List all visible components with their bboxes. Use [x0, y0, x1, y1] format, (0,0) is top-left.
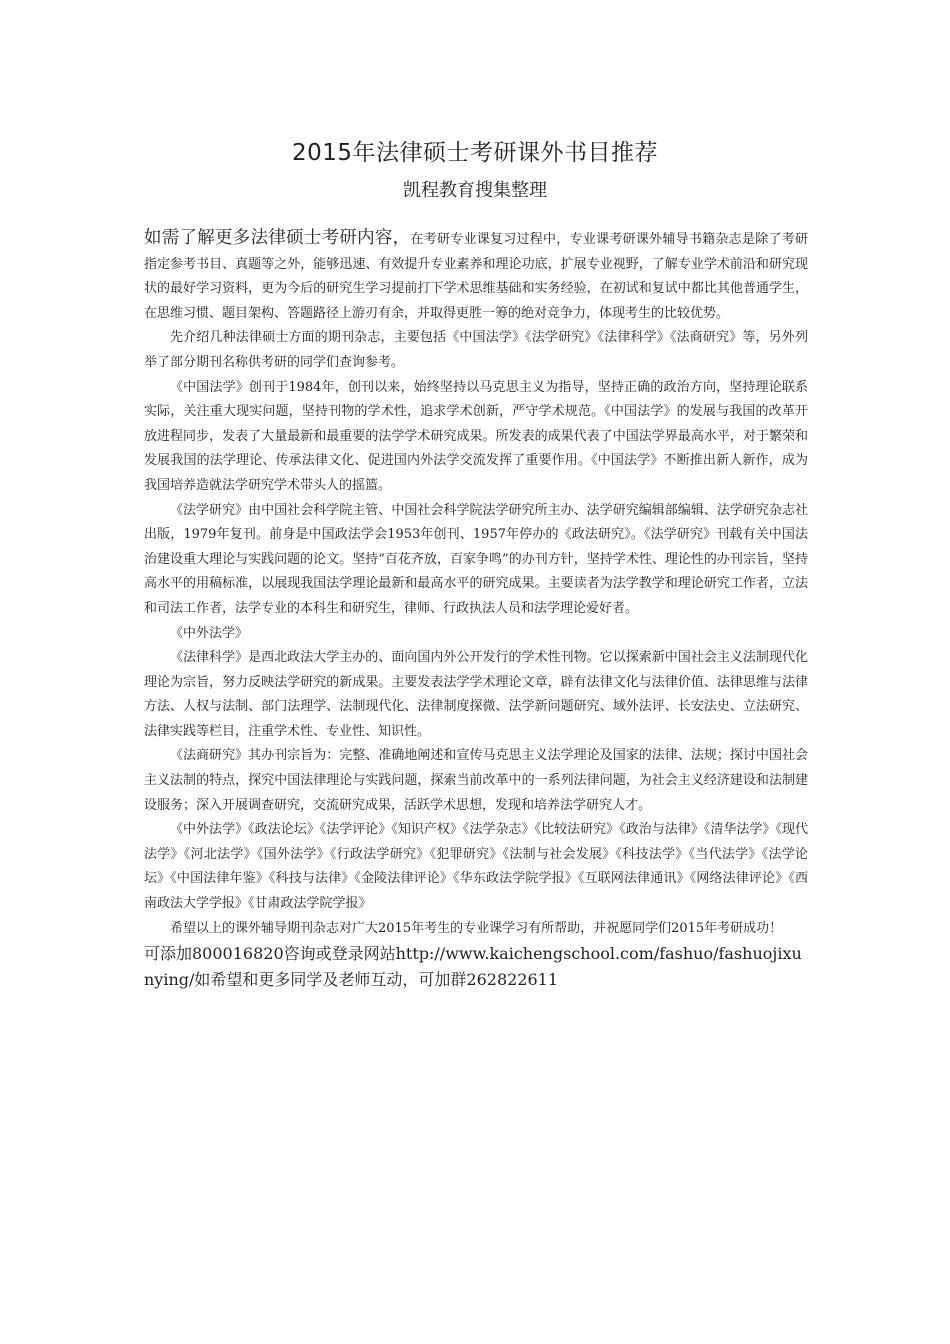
- paragraph-faxue-yanjiu: 《法学研究》由中国社会科学院主管、中国社会科学院法学研究所主办、法学研究编辑部编辑、法学研究杂志社出版，1979年复刊。前身是中国政法学会1953年创刊、1957年停办的《政法研究》。《法学研究》刊载有关中国法治建设重大理论与实践问题的论文。坚持“百花齐放，百家争鸣”的办刊方针，坚持学术性、理论性的办刊宗旨，坚持高水平的用稿标准，以展现我国法学理论最新和最高水平的研究成果。主要读者为法学教学和理论研究工作者，立法和司法工作者，法学专业的本科生和研究生，律师、行政执法人员和法学理论爱好者。: [144, 502, 808, 616]
- intro-paragraph: [144, 226, 808, 326]
- paragraph-zhongguo-faxue: 《中国法学》创刊于1984年，创刊以来，始终坚持以马克思主义为指导，坚持正确的政治方向，坚持理论联系实际，关注重大现实问题，坚持刊物的学术性，追求学术创新，严守学术规范。《中国法学》的发展与我国的改革开放进程同步，发表了大量最新和最重要的法学学术研究成果。所发表的成果代表了中国法学界最高水平，对于繁荣和发展我国的法学理论、传承法律文化、促进国内外法学交流发挥了重要作用。《中国法学》不断推出新人新作，成为我国培养造就法学研究学术带头人的摇篮。: [144, 379, 808, 493]
- paragraph-fashang-yanjiu: 《法商研究》其办刊宗旨为：完整、准确地阐述和宣传马克思主义法学理论及国家的法律、法规；探讨中国社会主义法制的特点，探究中国法律理论与实践问题，探索当前改革中的一系列法律问题，为社会主义经济建设和法制建设服务；深入开展调查研究，交流研究成果，活跃学术思想，发现和培养法学研究人才。: [144, 748, 808, 813]
- page-title: 2015年法律硕士考研课外书目推荐: [291, 140, 659, 166]
- paragraph-journals-overview: 先介绍几种法律硕士方面的期刊杂志，主要包括《中国法学》《法学研究》《法律科学》《法商研究》等，另外列举了部分期刊名称供考研的同学们查询参考。: [144, 330, 808, 370]
- page-subtitle: 凯程教育搜集整理: [403, 180, 547, 201]
- intro-text: 在考研专业课复习过程中，专业课考研课外辅导书籍杂志是除了考研指定参考书目、真题等之外，能够迅速、有效提升专业素养和理论功底，扩展专业视野，了解专业学术前沿和研究现状的最好学习资料，更为今后的研究生学习提前打下学术思维基础和实务经验，在初试和复试中都比其他普通学生，在思维习惯、题目架构、答题路径上游刃有余，并取得更胜一筹的绝对竞争力，体现考生的比较优势。: [144, 232, 808, 321]
- intro-lead: 如需了解更多法律硕士考研内容，: [144, 228, 411, 248]
- article-body: [144, 226, 808, 993]
- paragraph-journal-list: 《中外法学》《政法论坛》《法学评论》《知识产权》《法学杂志》《比较法研究》《政治与法律》《清华法学》《现代法学》《河北法学》《国外法学》《行政法学研究》《犯罪研究》《法制与社会发展》《科技法学》《当代法学》《法学论坛》《中国法律年鉴》《科技与法律》《金陵法律评论》《华东政法学院学报》《互联网法律通讯》《网络法律评论》《西南政法大学学报》《甘肃政法学院学报》: [144, 822, 808, 912]
- paragraph-closing: 希望以上的课外辅导期刊杂志对广大2015年考生的专业课学习有所帮助，并祝愿同学们2015年考研成功！: [170, 920, 783, 936]
- paragraph-falv-kexue: 《法律科学》是西北政法大学主办的、面向国内外公开发行的学术性刊物。它以探索新中国社会主义法制现代化理论为宗旨，努力反映法学研究的新成果。主要发表法学学术理论文章，辟有法律文化与法律价值、法律思维与法律方法、人权与法制、部门法理学、法制现代化、法律制度探微、法学新问题研究、域外法评、长安法史、立法研究、法律实践等栏目，注重学术性、专业性、知识性。: [144, 650, 808, 739]
- contact-info: 可添加800016820咨询或登录网站http://www.kaichengschool.com/fashuo/fashuojixunying/如希望和更多同学及老师互动，可加群262822611: [144, 944, 802, 990]
- paragraph-zhongwai-faxue: 《中外法学》: [170, 625, 249, 641]
